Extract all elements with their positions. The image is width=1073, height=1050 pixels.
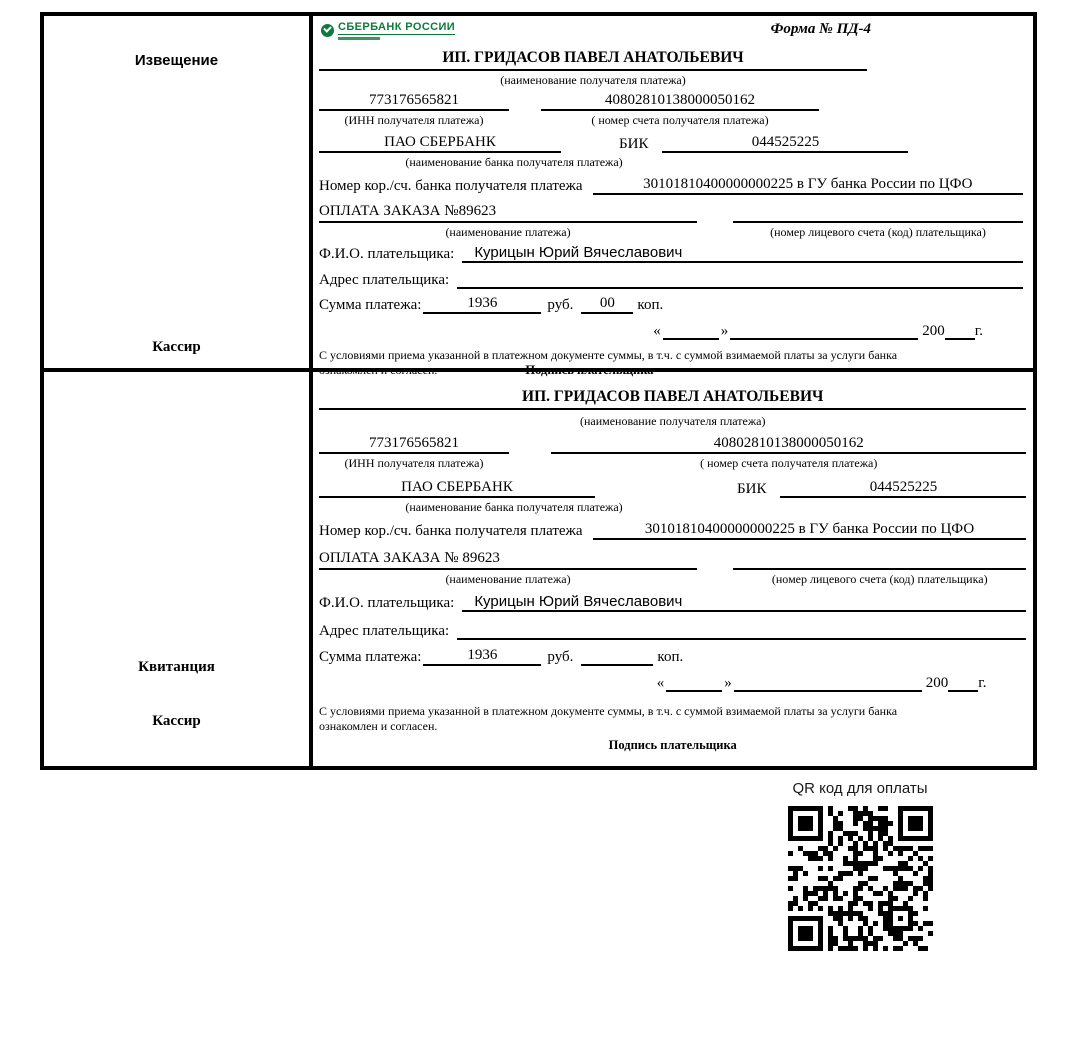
date-close-quote: »	[724, 675, 732, 691]
kop-blank	[581, 646, 653, 666]
fio-label: Ф.И.О. плательщика:	[319, 246, 455, 262]
fio-value: Курицын Юрий Вячеславович	[462, 244, 1023, 263]
qr-label: QR код для оплаты	[792, 780, 928, 797]
kop-value: 00	[581, 295, 633, 314]
corr-label: Номер кор./сч. банка получателя платежа	[319, 178, 583, 194]
date-line	[319, 674, 986, 692]
sberbank-tagline	[338, 37, 380, 40]
bik-value: 044525225	[780, 479, 1026, 498]
signature-label: Подпись плательщика	[525, 363, 654, 377]
receipt-body	[313, 372, 1036, 766]
date-line	[319, 322, 983, 340]
receipt-slip	[44, 368, 1033, 766]
notice-title: Извещение	[134, 52, 219, 69]
date-month-blank	[730, 322, 918, 340]
date-open-quote: «	[656, 675, 665, 691]
caption-inn: (ИНН получателя платежа)	[344, 113, 484, 127]
account-value: 40802810138000050162	[551, 435, 1026, 454]
inn-value: 773176565821	[319, 92, 509, 111]
cashier-label: Кассир	[152, 713, 201, 729]
year-blank	[945, 322, 975, 340]
sberbank-logo	[321, 21, 455, 40]
form-number: Форма № ПД-4	[770, 21, 871, 37]
payer-code-blank	[733, 550, 1026, 570]
notice-body	[313, 16, 1033, 377]
year-suffix: г.	[978, 675, 987, 691]
signature-label: Подпись плательщика	[608, 738, 737, 752]
agreement-line2: ознакомлен и согласен.	[319, 363, 438, 377]
sum-value: 1936	[423, 295, 541, 314]
year-prefix: 200	[925, 675, 949, 691]
receipt-title: Квитанция	[138, 659, 215, 675]
fio-label: Ф.И.О. плательщика:	[319, 595, 455, 611]
year-suffix: г.	[974, 323, 983, 339]
payment-name: ОПЛАТА ЗАКАЗА №89623	[319, 203, 697, 223]
notice-left-cell	[44, 16, 313, 368]
sum-row	[319, 646, 1026, 666]
sberbank-logo-text: СБЕРБАНК РОССИИ	[338, 21, 456, 33]
date-day-blank	[666, 674, 722, 692]
fio-value: Курицын Юрий Вячеславович	[462, 593, 1026, 612]
agreement-line1: С условиями приема указанной в платежном документе суммы, в т.ч. с суммой взимаемой платы за услуги банка	[319, 704, 898, 718]
caption-payment: (наименование платежа)	[445, 225, 571, 239]
pd4-form	[40, 12, 1037, 770]
bank-name: ПАО СБЕРБАНК	[319, 479, 595, 498]
notice-slip	[44, 16, 1033, 377]
bank-name: ПАО СБЕРБАНК	[319, 134, 561, 153]
address-blank	[457, 620, 1026, 640]
caption-account: ( номер счета получателя платежа)	[700, 456, 878, 470]
payee-name: ИП. ГРИДАСОВ ПАВЕЛ АНАТОЛЬЕВИЧ	[319, 388, 1026, 410]
bik-label: БИК	[619, 136, 649, 152]
date-month-blank	[734, 674, 922, 692]
address-label: Адрес плательщика:	[319, 272, 450, 288]
date-close-quote: »	[720, 323, 729, 339]
sum-row	[319, 295, 1023, 314]
agreement-line2: ознакомлен и согласен.	[319, 719, 438, 733]
rub-label: руб.	[547, 649, 574, 665]
qr-section	[768, 780, 952, 956]
corr-value: 30101810400000000225 в ГУ банка России по ЦФО	[593, 521, 1027, 540]
address-label: Адрес плательщика:	[319, 623, 450, 639]
cashier-label: Кассир	[152, 339, 201, 355]
inn-value: 773176565821	[319, 435, 509, 454]
corr-label: Номер кор./сч. банка получателя платежа	[319, 523, 583, 539]
caption-payer-code: (номер лицевого счета (код) плательщика)	[771, 572, 988, 586]
year-blank	[948, 674, 978, 692]
qr-code	[788, 806, 933, 951]
agreement-line1: С условиями приема указанной в платежном документе суммы, в т.ч. с суммой взимаемой платы за услуги банка	[319, 348, 898, 362]
caption-payer-code: (номер лицевого счета (код) плательщика)	[770, 225, 986, 239]
rub-label: руб.	[547, 297, 574, 313]
receipt-left-cell	[44, 372, 313, 766]
bik-label: БИК	[737, 481, 767, 497]
kop-label: коп.	[637, 297, 664, 313]
payee-name: ИП. ГРИДАСОВ ПАВЕЛ АНАТОЛЬЕВИЧ	[319, 49, 867, 71]
date-open-quote: «	[653, 323, 661, 339]
sum-label: Сумма платежа:	[319, 649, 422, 665]
year-prefix: 200	[922, 323, 945, 339]
kop-label: коп.	[657, 649, 684, 665]
caption-account: ( номер счета получателя платежа)	[591, 113, 769, 127]
caption-bank: (наименование банка получателя платежа)	[405, 500, 623, 514]
caption-bank: (наименование банка получателя платежа)	[405, 155, 623, 169]
corr-value: 30101810400000000225 в ГУ банка России по ЦФО	[593, 176, 1023, 195]
caption-payment: (наименование платежа)	[445, 572, 571, 586]
payer-code-blank	[733, 203, 1023, 223]
account-value: 40802810138000050162	[541, 92, 819, 111]
sum-value: 1936	[423, 647, 541, 666]
bik-value: 044525225	[662, 134, 908, 153]
caption-payee: (наименование получателя платежа)	[500, 73, 686, 87]
caption-payee: (наименование получателя платежа)	[579, 414, 766, 428]
sberbank-logo-icon	[321, 24, 334, 37]
date-day-blank	[663, 322, 719, 340]
address-blank	[457, 269, 1023, 289]
agreement-text	[319, 704, 1026, 753]
sum-label: Сумма платежа:	[319, 297, 422, 313]
caption-inn: (ИНН получателя платежа)	[344, 456, 484, 470]
payment-name: ОПЛАТА ЗАКАЗА № 89623	[319, 550, 697, 570]
